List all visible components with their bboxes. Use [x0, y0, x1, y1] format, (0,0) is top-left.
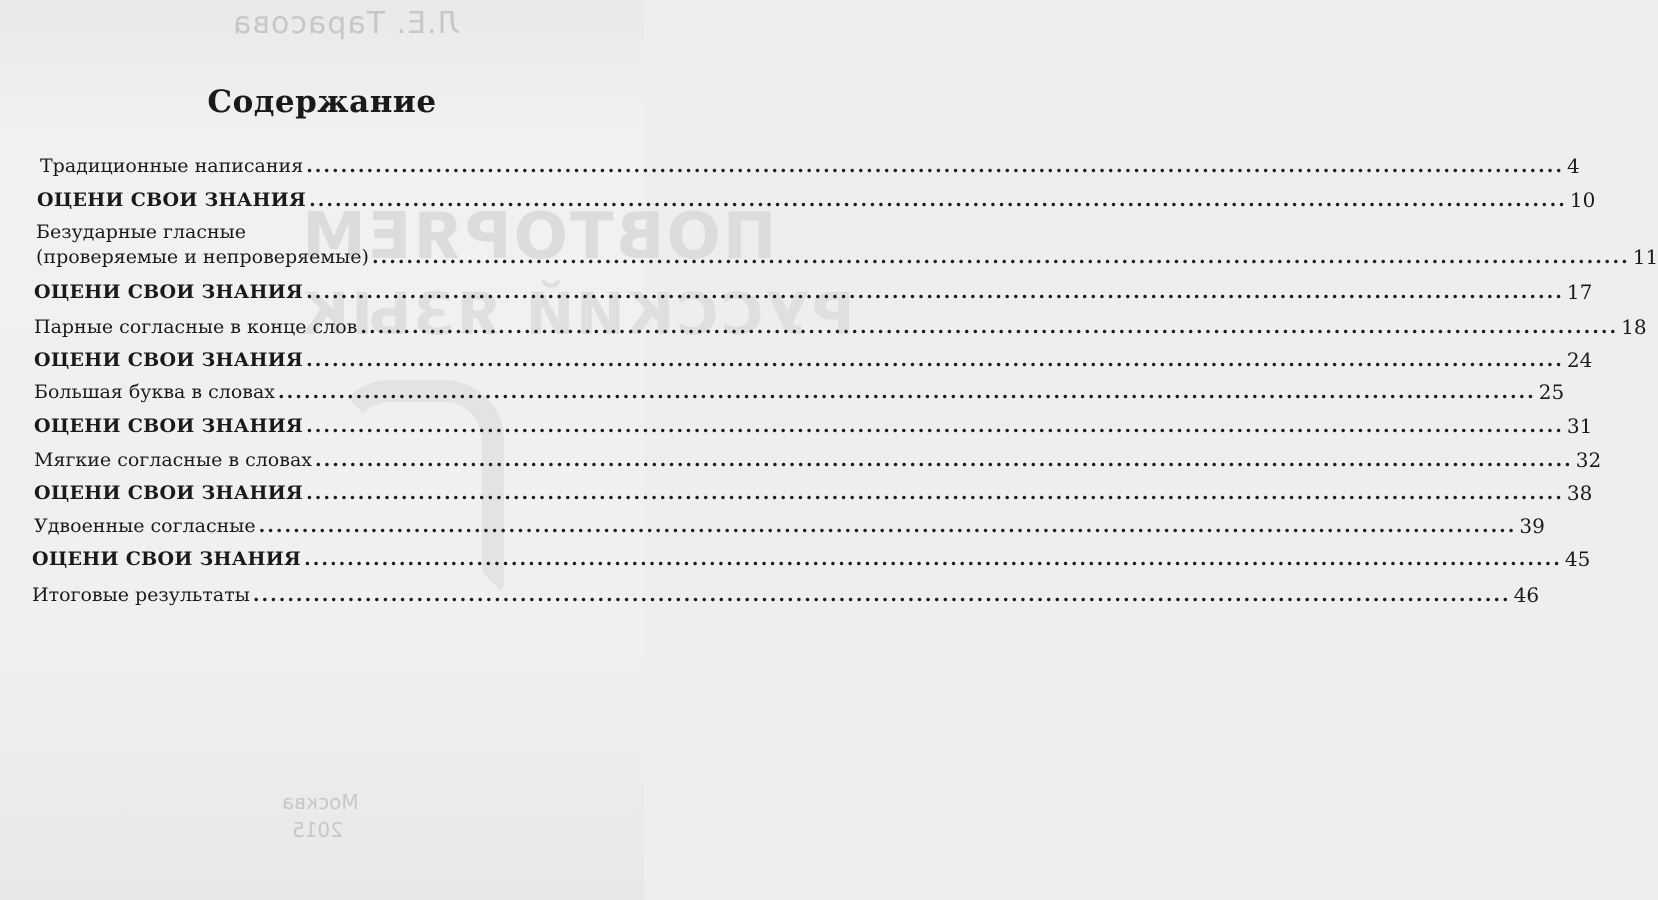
- toc-entry-page: 18: [1621, 315, 1647, 339]
- toc-entry-page: 4: [1566, 154, 1580, 178]
- toc-entry-label: ОЦЕНИ СВОИ ЗНАНИЯ: [32, 548, 302, 570]
- bleed-title-line2: РУССКИЙ ЯЗЫК: [300, 280, 855, 348]
- toc-entry-label: (проверяемые и непроверяемые): [36, 246, 369, 268]
- toc-leader-dots: [259, 515, 1517, 537]
- toc-entry-label: ОЦЕНИ СВОИ ЗНАНИЯ: [34, 349, 304, 371]
- bleed-city: Москва: [282, 790, 359, 814]
- toc-entry-page: 17: [1566, 280, 1593, 304]
- toc-entry-label: Итоговые результаты: [32, 584, 250, 606]
- bleed-title-line1: ПОВТОРЯЕМ: [300, 200, 777, 274]
- toc-entry-page: 46: [1513, 583, 1540, 607]
- toc-entry-label: ОЦЕНИ СВОИ ЗНАНИЯ: [34, 482, 304, 504]
- toc-entry-label-line1: Безударные гласные: [36, 221, 247, 243]
- toc-leader-dots: [372, 246, 1630, 268]
- toc-entry: [34, 315, 1647, 339]
- toc-entry-page: 45: [1564, 547, 1591, 571]
- toc-leader-dots: [304, 548, 1562, 570]
- toc-entry-label: ОЦЕНИ СВОИ ЗНАНИЯ: [34, 281, 304, 303]
- toc-leader-dots: [306, 415, 1564, 437]
- toc-entry: [32, 583, 1540, 607]
- toc-entry-page: 31: [1566, 414, 1593, 438]
- toc-entry: [37, 188, 1596, 212]
- toc-leader-dots: [306, 155, 1564, 177]
- toc-leader-dots: [306, 482, 1564, 504]
- toc-entry-label: Мягкие согласные в словах: [34, 449, 312, 471]
- toc-leader-dots: [253, 584, 1511, 606]
- toc-entry-page: 32: [1575, 448, 1602, 472]
- toc-entry-page: 11: [1632, 245, 1658, 269]
- toc-entry-page: 38: [1566, 481, 1593, 505]
- toc-entry-label: Парные согласные в конце слов: [34, 316, 358, 338]
- toc-leader-dots: [306, 281, 1564, 303]
- toc-entry: [34, 380, 1565, 404]
- toc-entry-label: ОЦЕНИ СВОИ ЗНАНИЯ: [37, 189, 307, 211]
- toc-leader-dots: [360, 316, 1618, 338]
- toc-leader-dots: [309, 189, 1567, 211]
- toc-entry-page: 24: [1566, 348, 1593, 372]
- toc-entry: [36, 245, 1658, 269]
- toc-leader-dots: [278, 381, 1536, 403]
- toc-entry: [34, 448, 1602, 472]
- page-title: Содержание: [207, 84, 437, 120]
- bleed-year: 2015: [292, 818, 343, 842]
- toc-leader-dots: [306, 349, 1564, 371]
- toc-entry: [34, 481, 1593, 505]
- toc-entry: [34, 514, 1545, 538]
- toc-entry: [32, 547, 1591, 571]
- toc-entry-label: ОЦЕНИ СВОИ ЗНАНИЯ: [34, 415, 304, 437]
- toc-entry-page: 39: [1519, 514, 1545, 538]
- toc-entry-label: Большая буква в словах: [34, 381, 276, 403]
- toc-entry: [34, 348, 1593, 372]
- bleed-author: Л.Е. Тарасова: [232, 6, 461, 41]
- toc-entry-label: Удвоенные согласные: [34, 515, 256, 537]
- toc-entry: [40, 154, 1580, 178]
- toc-entry: [34, 414, 1593, 438]
- toc-entry-page: 10: [1569, 188, 1596, 212]
- toc-entry-label: Традиционные написания: [40, 155, 304, 177]
- toc-entry: [34, 280, 1593, 304]
- toc-entry-page: 25: [1538, 380, 1565, 404]
- toc-leader-dots: [315, 449, 1573, 471]
